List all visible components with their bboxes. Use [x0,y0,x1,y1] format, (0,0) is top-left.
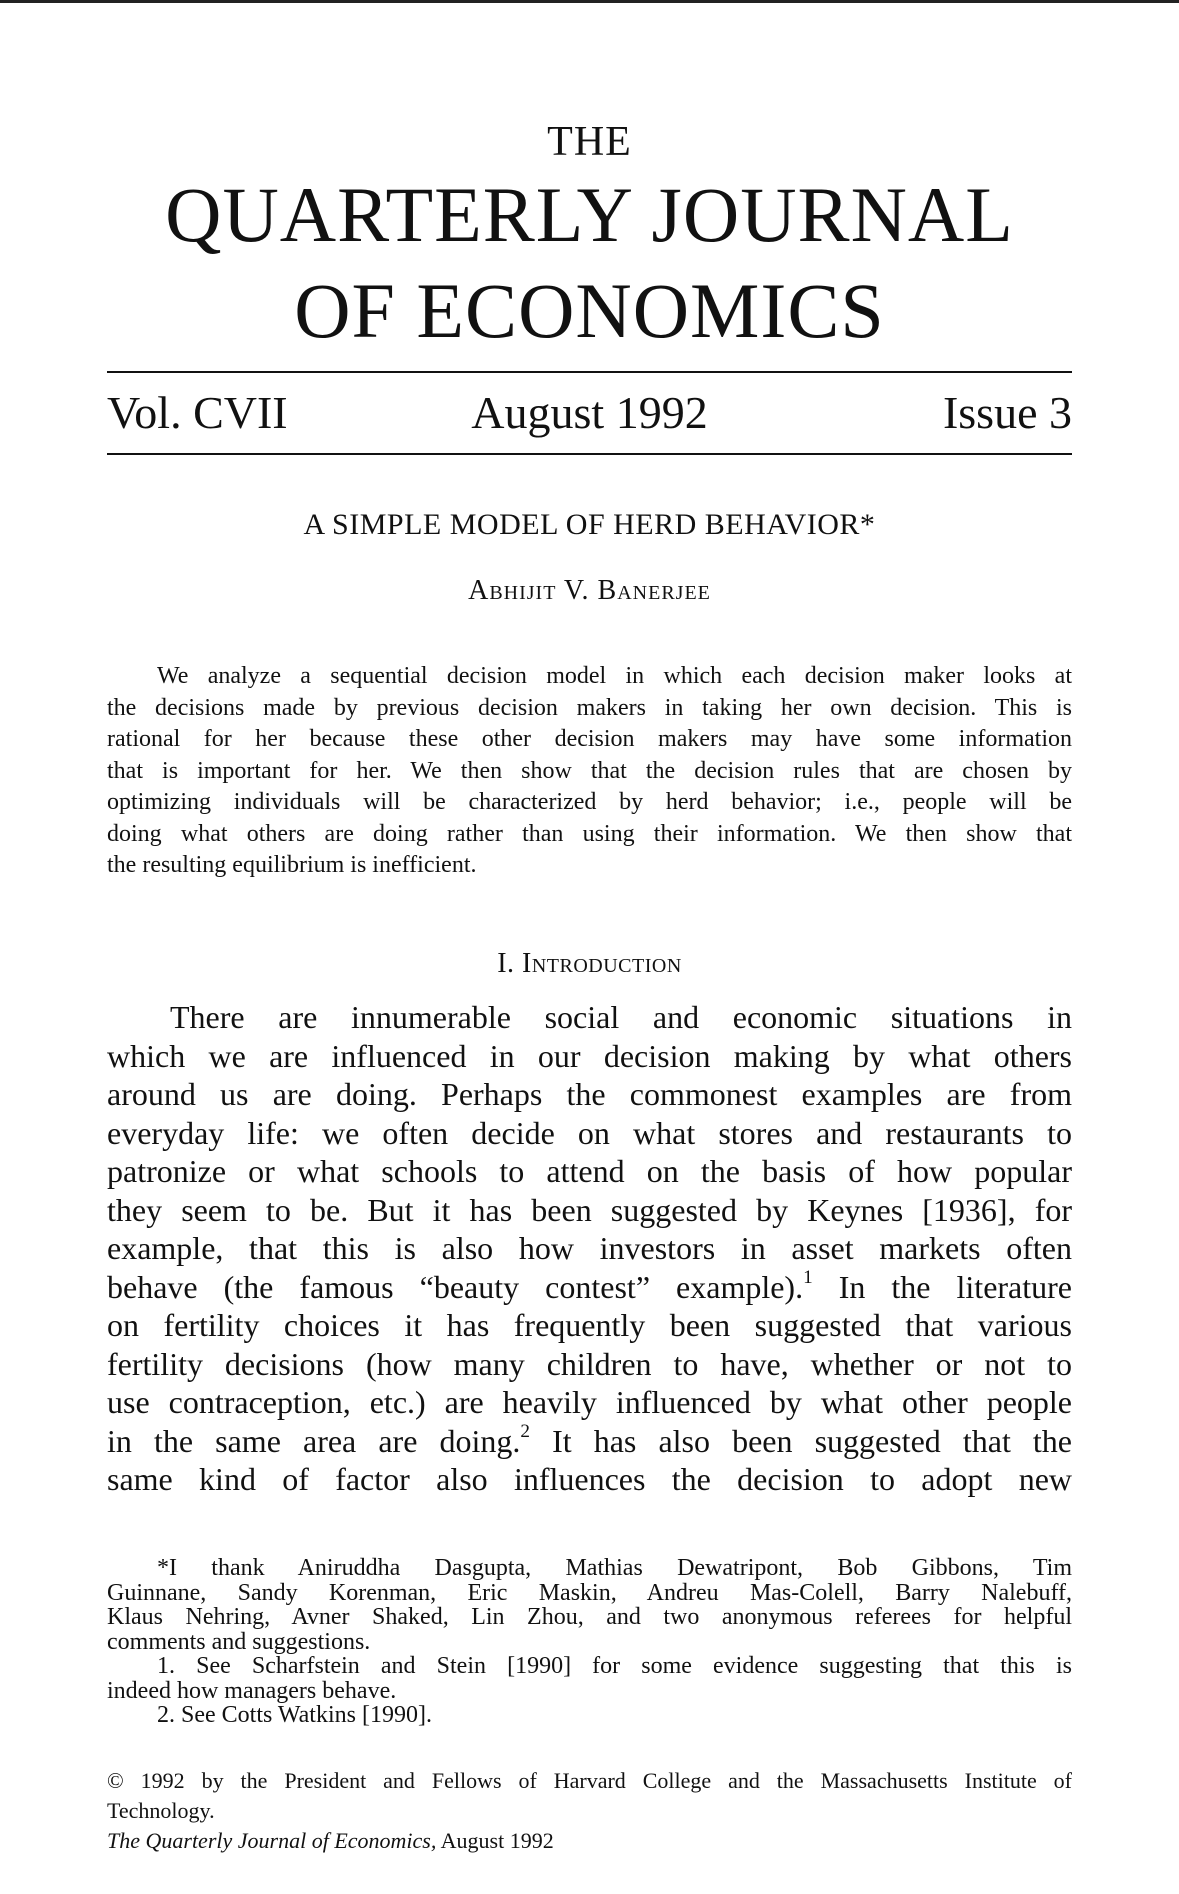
body-line: fertility decisions (how many children to have, whether or not to [107,1345,1072,1382]
citation-date: August 1992 [436,1828,554,1853]
copyright-line: © 1992 by the President and Fellows of Harvard College and the Massachusetts Institute of [107,1768,1072,1793]
page-top-border [0,0,1179,3]
masthead-the: THE [547,119,632,165]
body-text-segment: behave (the famous “beauty contest” example). [107,1268,804,1305]
body-line: which we are influenced in our decision making by what others [107,1037,1072,1074]
body-text-segment: It has also been suggested that the [529,1422,1073,1459]
section-heading: I. Introduction [497,948,682,979]
footnotes [107,1556,1072,1728]
abstract-line: that is important for her. We then show that the decision rules that are chosen by [107,757,1072,784]
journal-name: The Quarterly Journal of Economics, [107,1828,437,1853]
body-line [107,1422,1072,1461]
masthead-title-line2: OF ECONOMICS [294,267,885,354]
masthead-rule-bottom [107,453,1072,455]
footnote-line: comments and suggestions. [107,1628,371,1655]
abstract-line: the decisions made by previous decision makers in taking her own decision. This is [107,694,1072,721]
footnote-line: Guinnane, Sandy Korenman, Eric Maskin, Andreu Mas-Colell, Barry Nalebuff, [107,1579,1072,1606]
footnote-line: Klaus Nehring, Avner Shaked, Lin Zhou, and two anonymous referees for helpful [107,1604,1072,1630]
article-author: Abhijit V. Banerjee [468,575,711,606]
abstract-line: doing what others are doing rather than using their information. We then show that [107,820,1072,847]
abstract [107,661,1072,882]
body-line: they seem to be. But it has been suggested by Keynes [1936], for [107,1191,1072,1228]
abstract-line: rational for her because these other decision makers may have some information [107,726,1072,752]
footnote-line: 1. See Scharfstein and Stein [1990] for some evidence suggesting that this is [157,1653,1072,1679]
footnote-line: indeed how managers behave. [107,1677,397,1704]
body-text-segment: In the literature [812,1268,1073,1305]
body-line: around us are doing. Perhaps the commonest examples are from [107,1076,1072,1112]
copyright-line: Technology. [107,1798,215,1823]
copyright-notice [107,1766,1072,1856]
body-text-segment: in the same area are doing. [107,1422,521,1459]
footnote-marker: 1 [803,1266,813,1288]
footnote-marker: 2 [520,1420,530,1442]
issue-bar [107,386,1072,442]
journal-citation [107,1826,1072,1856]
footnote-line: 2. See Cotts Watkins [1990]. [157,1702,432,1728]
body-line [107,1268,1072,1307]
masthead-rule-top [107,371,1072,373]
article-title: A SIMPLE MODEL OF HERD BEHAVIOR* [303,508,876,541]
issue-date: August 1992 [471,387,708,438]
abstract-line: the resulting equilibrium is inefficient. [107,852,477,878]
body-text [107,998,1072,1499]
abstract-line: optimizing individuals will be characterized by herd behavior; i.e., people will be [107,789,1072,815]
volume-number: Vol. CVII [107,387,288,438]
body-line: example, that this is also how investors in asset markets often [107,1230,1072,1266]
footnote-line: *I thank Aniruddha Dasgupta, Mathias Dewatripont, Bob Gibbons, Tim [157,1555,1072,1581]
body-line: use contraception, etc.) are heavily influenced by what other people [107,1384,1072,1420]
body-line: There are innumerable social and economic situations in [170,999,1072,1035]
body-line: same kind of factor also influences the decision to adopt new [107,1461,1072,1497]
body-line: everyday life: we often decide on what stores and restaurants to [107,1114,1072,1151]
masthead-title-line1: QUARTERLY JOURNAL [165,171,1014,258]
issue-number: Issue 3 [942,387,1072,438]
body-line: patronize or what schools to attend on the basis of how popular [107,1153,1072,1189]
body-line: on fertility choices it has frequently been suggested that various [107,1307,1072,1343]
abstract-line: We analyze a sequential decision model in which each decision maker looks at [157,663,1072,689]
